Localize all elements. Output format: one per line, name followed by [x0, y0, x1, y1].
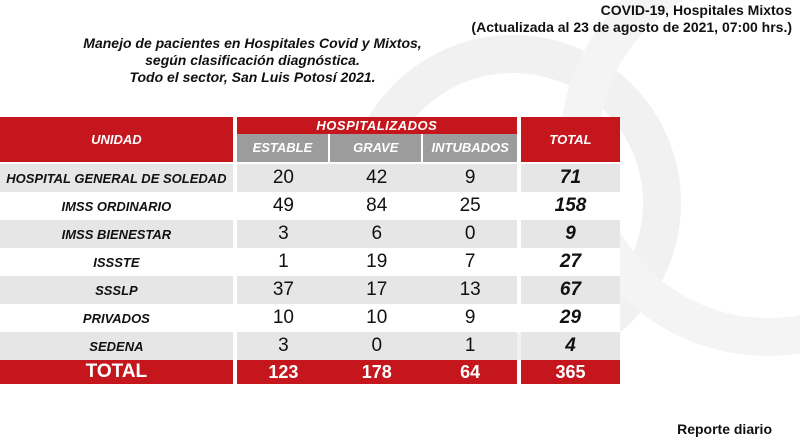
column-header-estable: ESTABLE — [237, 134, 330, 162]
row-unidad: HOSPITAL GENERAL DE SOLEDAD — [0, 164, 233, 192]
table-row — [0, 276, 620, 304]
row-estable: 3 — [237, 332, 330, 360]
table-row — [0, 248, 620, 276]
row-unidad: IMSS ORDINARIO — [0, 192, 233, 220]
row-intubados: 13 — [423, 276, 517, 304]
row-intubados: 7 — [423, 248, 517, 276]
totals-label: TOTAL — [0, 360, 233, 384]
row-grave: 84 — [330, 192, 423, 220]
row-unidad: IMSS BIENESTAR — [0, 220, 233, 248]
row-estable: 49 — [237, 192, 330, 220]
table-row — [0, 304, 620, 332]
report-header — [471, 2, 792, 36]
table-row — [0, 164, 620, 192]
totals-total: 365 — [521, 360, 620, 384]
row-unidad: PRIVADOS — [0, 304, 233, 332]
row-intubados: 0 — [423, 220, 517, 248]
row-total: 67 — [521, 276, 620, 304]
row-unidad: SSSLP — [0, 276, 233, 304]
row-estable: 37 — [237, 276, 330, 304]
row-estable: 3 — [237, 220, 330, 248]
row-unidad: ISSSTE — [0, 248, 233, 276]
row-grave: 17 — [330, 276, 423, 304]
row-grave: 42 — [330, 164, 423, 192]
footer-report-label: Reporte diario — [677, 421, 772, 437]
page-title-line-2: según clasificación diagnóstica. — [145, 52, 360, 68]
row-grave: 10 — [330, 304, 423, 332]
page-title-line-1: Manejo de pacientes en Hospitales Covid y Mixtos, — [83, 35, 422, 51]
row-grave: 19 — [330, 248, 423, 276]
row-unidad: SEDENA — [0, 332, 233, 360]
row-grave: 0 — [330, 332, 423, 360]
hospital-patients-table — [0, 117, 620, 384]
page-title — [60, 35, 445, 86]
row-total: 158 — [521, 192, 620, 220]
row-intubados: 9 — [423, 164, 517, 192]
column-header-unidad: UNIDAD — [0, 117, 233, 162]
totals-grave: 178 — [330, 360, 423, 384]
row-estable: 10 — [237, 304, 330, 332]
table-row — [0, 220, 620, 248]
column-header-intubados: INTUBADOS — [423, 134, 517, 162]
row-grave: 6 — [330, 220, 423, 248]
row-total: 27 — [521, 248, 620, 276]
row-intubados: 25 — [423, 192, 517, 220]
totals-row — [0, 360, 620, 384]
row-total: 29 — [521, 304, 620, 332]
row-intubados: 9 — [423, 304, 517, 332]
totals-estable: 123 — [237, 360, 330, 384]
row-estable: 20 — [237, 164, 330, 192]
table-row — [0, 332, 620, 360]
row-total: 9 — [521, 220, 620, 248]
column-header-total: TOTAL — [521, 117, 620, 162]
row-intubados: 1 — [423, 332, 517, 360]
column-header-grave: GRAVE — [330, 134, 423, 162]
page-title-line-3: Todo el sector, San Luis Potosí 2021. — [129, 69, 376, 85]
row-total: 4 — [521, 332, 620, 360]
column-group-hospitalizados: HOSPITALIZADOS — [237, 117, 517, 134]
row-total: 71 — [521, 164, 620, 192]
report-header-date: (Actualizada al 23 de agosto de 2021, 07:00 hrs.) — [471, 19, 792, 35]
report-header-title: COVID-19, Hospitales Mixtos — [600, 2, 792, 18]
totals-intubados: 64 — [423, 360, 517, 384]
row-estable: 1 — [237, 248, 330, 276]
table-row — [0, 192, 620, 220]
